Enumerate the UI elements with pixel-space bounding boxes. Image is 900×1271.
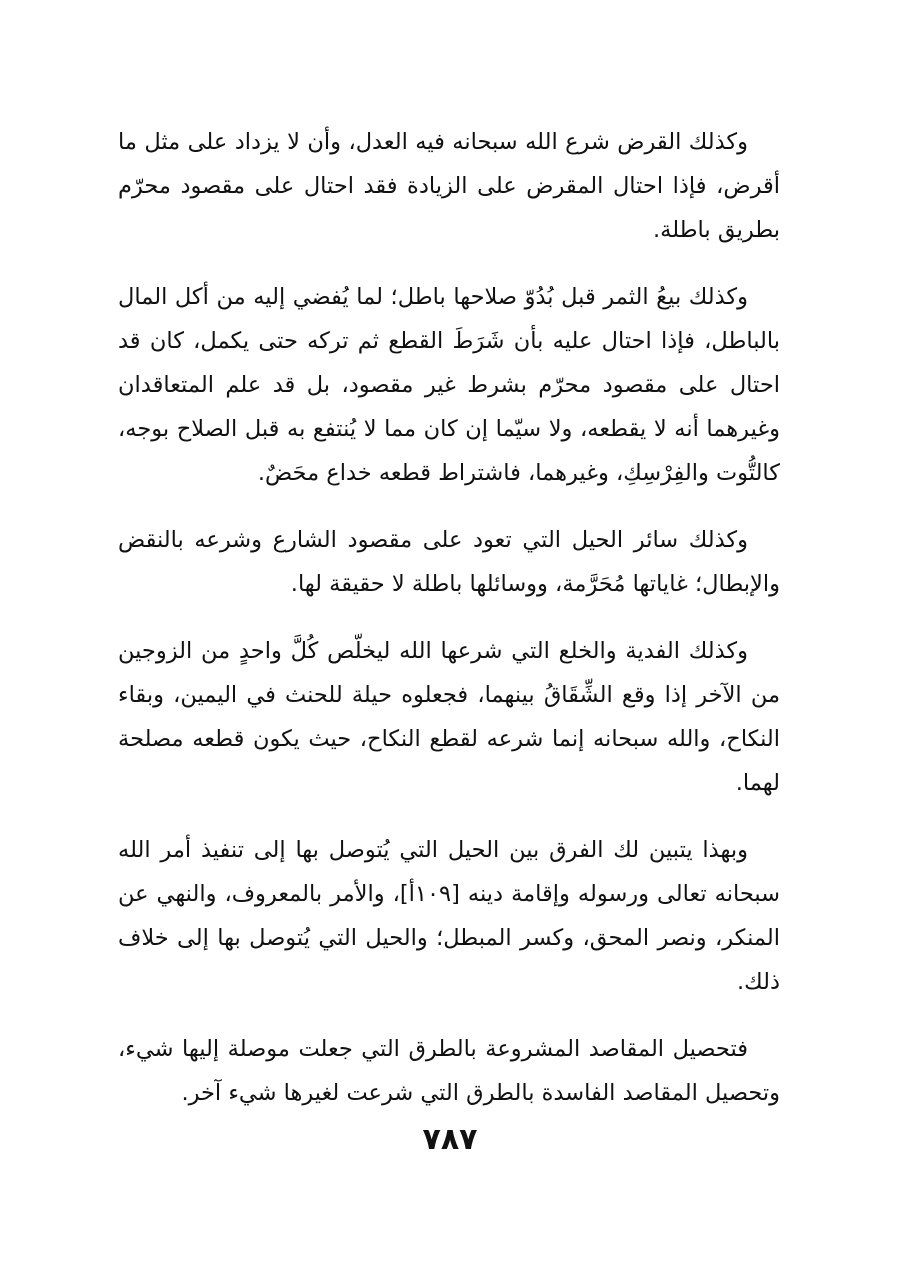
- paragraph-fruit-sale: وكذلك بيعُ الثمر قبل بُدُوّ صلاحها باطل؛ لما يُفضي إليه من أكل المال بالباطل، فإذا احتال عليه بأن شَرَطَ القطع ثم تركه حتى يكمل، كان قد احتال على مقصود محرّم بشرط غير مقصود، بل قد علم المتعاقدان وغيرهما أنه لا يقطعه، ولا سيّما إن كان مما لا يُنتفع به قبل الصلاح بوجه، كالتُّوت والفِرْسِكِ، وغيرهما، فاشتراط قطعه خداع محَضٌ.: [118, 284, 780, 486]
- paragraph-conclusion: فتحصيل المقاصد المشروعة بالطرق التي جعلت موصلة إليها شيء، وتحصيل المقاصد الفاسدة بالطرق التي شرعت لغيرها شيء آخر.: [118, 1036, 780, 1106]
- paragraph-khul: وكذلك الفدية والخلع التي شرعها الله ليخلّص كُلَّ واحدٍ من الزوجين من الآخر إذا وقع الشِّقَاقُ بينهما، فجعلوه حيلة للحنث في اليمين، وبقاء النكاح، والله سبحانه إنما شرعه لقطع النكاح، حيث يكون قطعه مصلحة لهما.: [118, 638, 780, 796]
- page-body: [118, 120, 780, 1138]
- paragraph-difference: وبهذا يتبين لك الفرق بين الحيل التي يُتوصل بها إلى تنفيذ أمر الله سبحانه تعالى ورسوله وإقامة دينه [١٠٩أ]، والأمر بالمعروف، والنهي عن المنكر، ونصر المحق، وكسر المبطل؛ والحيل التي يُتوصل بها إلى خلاف ذلك.: [118, 837, 780, 995]
- page-number: ٧٨٧: [422, 1122, 478, 1157]
- paragraph-loan: وكذلك القرض شرع الله سبحانه فيه العدل، وأن لا يزداد على مثل ما أقرض، فإذا احتال المقرض على الزيادة فقد احتال على مقصود محرّم بطريق باطلة.: [118, 129, 780, 243]
- paragraph-stratagems: وكذلك سائر الحيل التي تعود على مقصود الشارع وشرعه بالنقض والإبطال؛ غاياتها مُحَرَّمة، ووسائلها باطلة لا حقيقة لها.: [118, 527, 780, 597]
